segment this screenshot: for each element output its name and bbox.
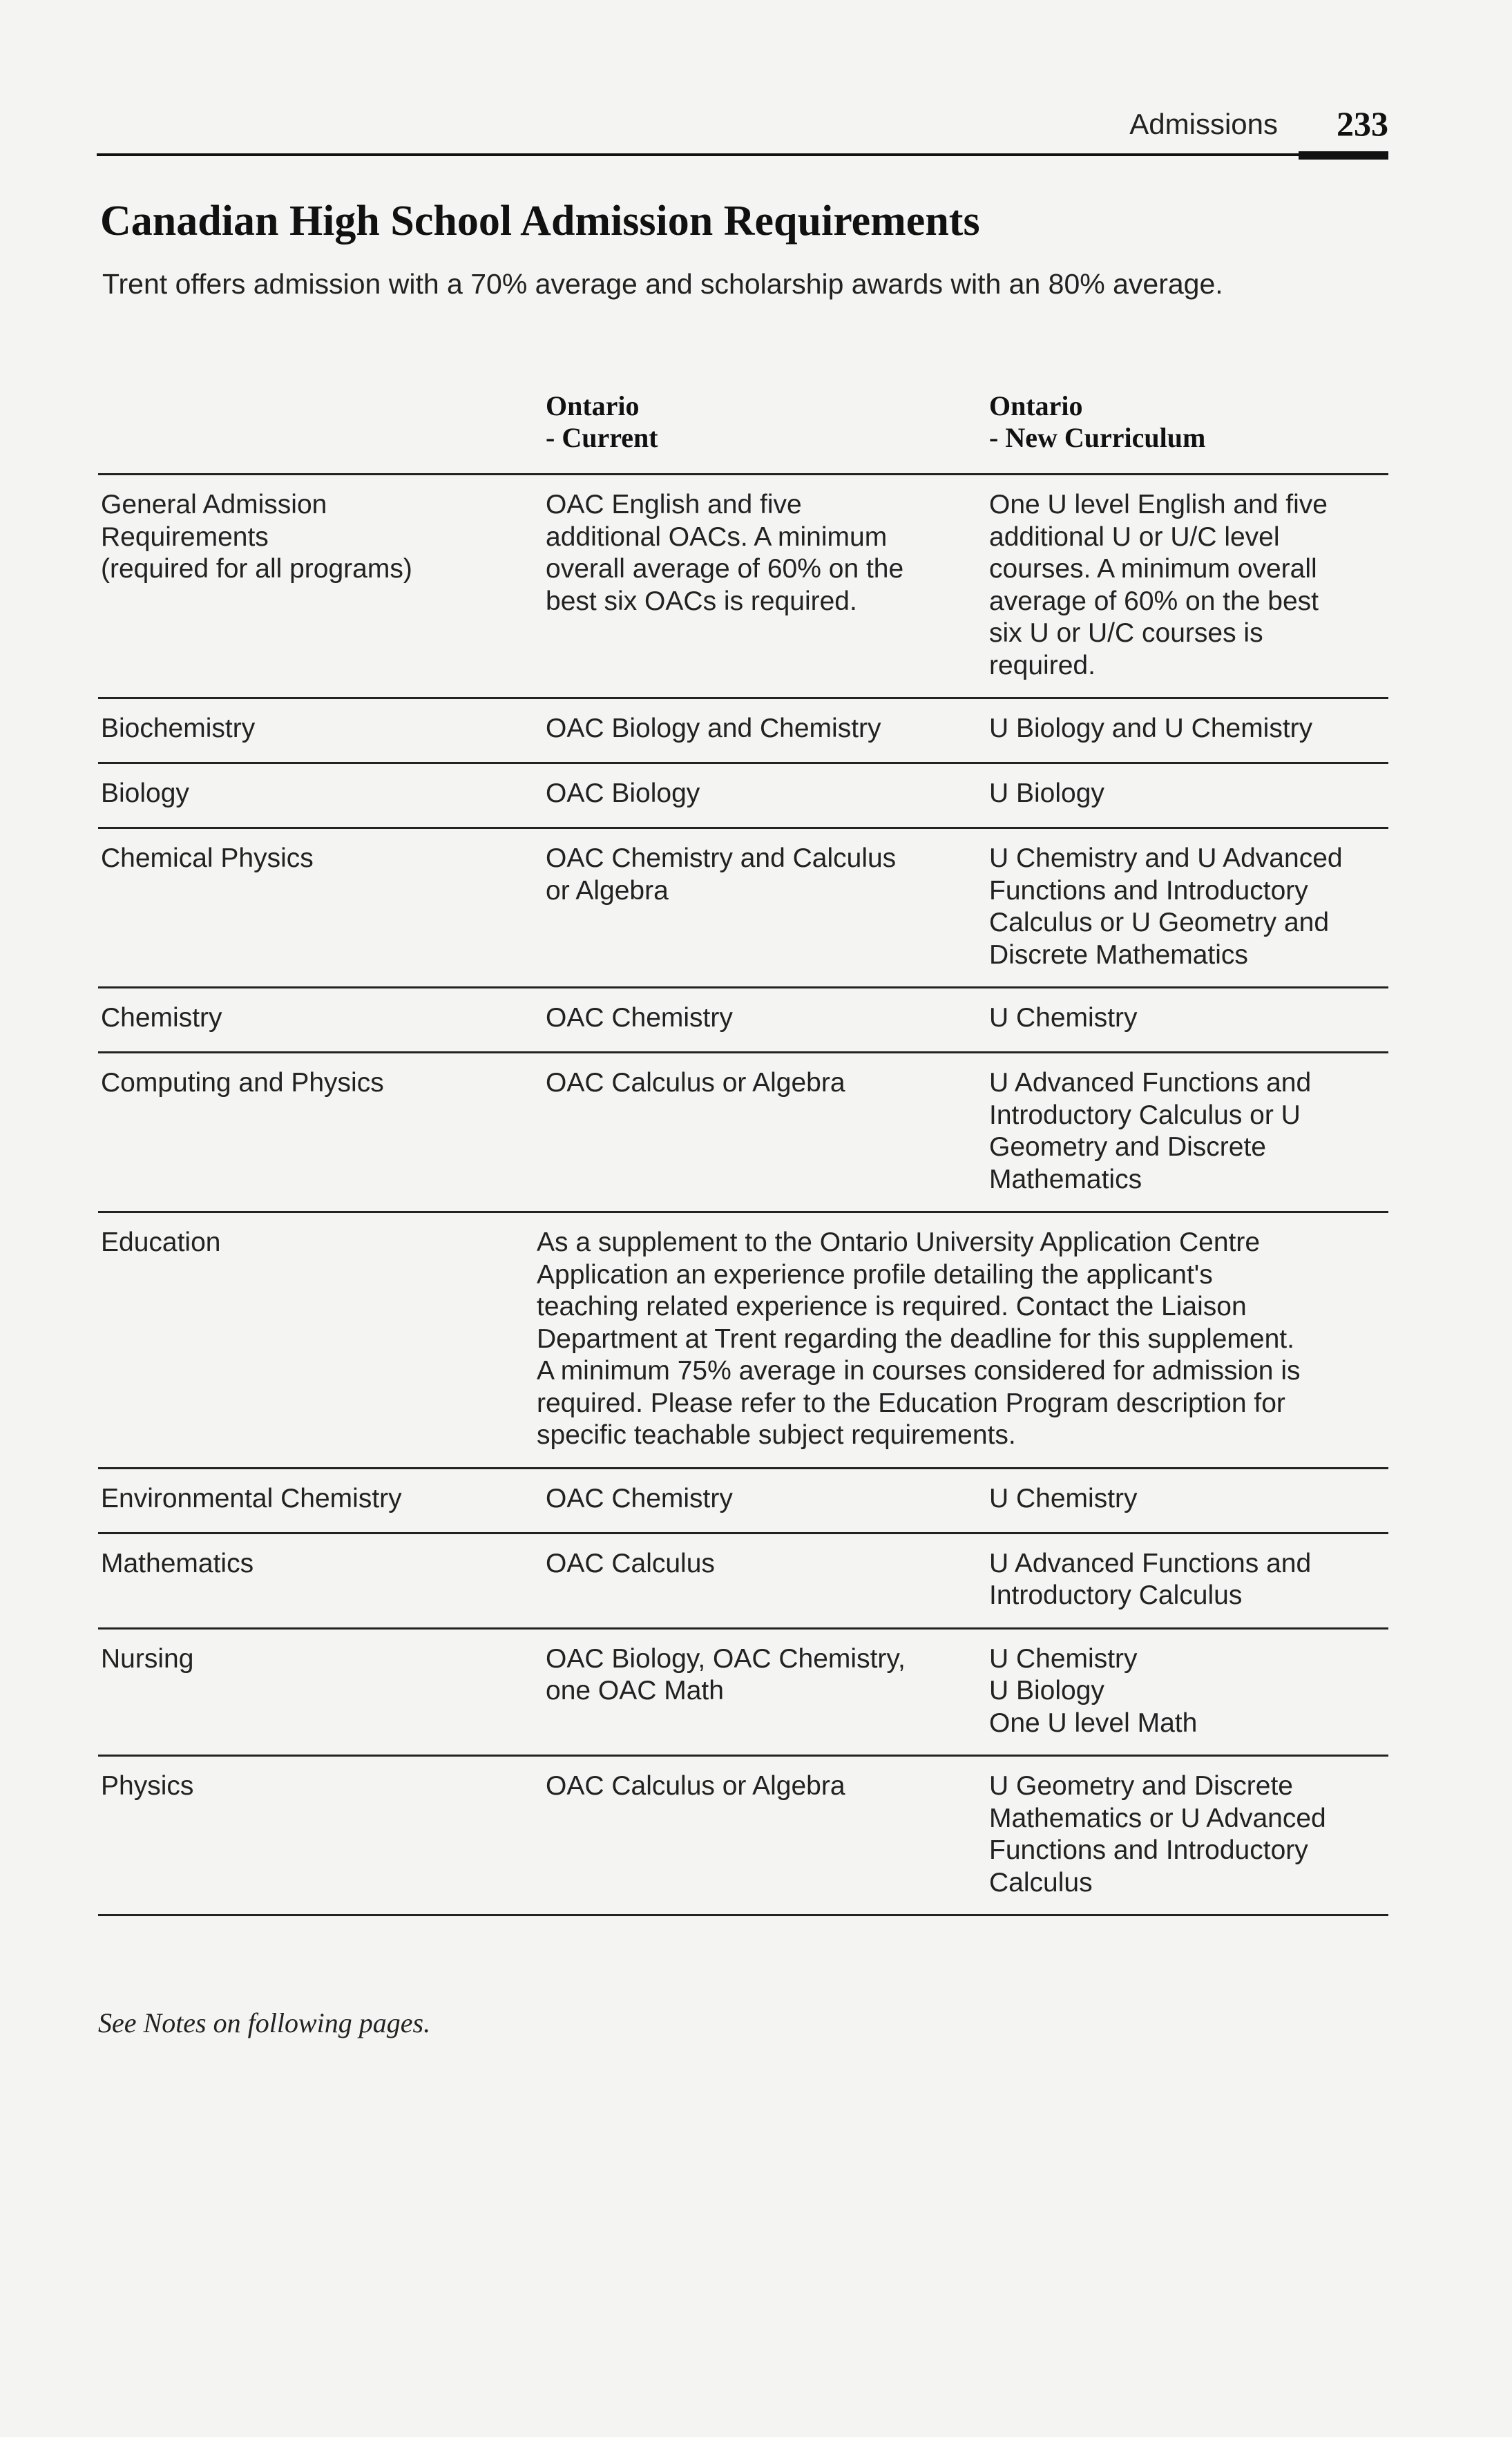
cell-line: additional OACs. A minimum xyxy=(546,522,888,552)
footnote: See Notes on following pages. xyxy=(98,2007,431,2038)
cell-line: Discrete Mathematics xyxy=(989,939,1248,970)
cell-line: OAC Chemistry and Calculus xyxy=(546,843,897,873)
cell-line: OAC English and five xyxy=(546,490,802,519)
current-requirements-cell xyxy=(546,1067,974,1100)
cell-line: Biochemistry xyxy=(101,714,256,743)
current-requirements-cell xyxy=(546,1002,974,1035)
cell-line: U Chemistry and U Advanced xyxy=(989,843,1343,873)
cell-line: Mathematics xyxy=(101,1548,254,1578)
cell-line: Requirements xyxy=(101,522,269,552)
column-header-line: Ontario xyxy=(546,390,640,421)
cell-line: One U level Math xyxy=(989,1708,1198,1738)
cell-line: Functions and Introductory xyxy=(989,875,1308,906)
new-curriculum-cell xyxy=(989,1483,1386,1516)
column-header-line: - New Curriculum xyxy=(989,422,1206,453)
cell-line: Computing and Physics xyxy=(101,1068,384,1098)
cell-line: Chemical Physics xyxy=(101,843,314,873)
cell-line: U Advanced Functions and xyxy=(989,1068,1312,1098)
new-curriculum-cell xyxy=(989,778,1386,810)
column-header-current xyxy=(546,390,974,454)
cell-line: U Chemistry xyxy=(989,1483,1138,1513)
table-row xyxy=(98,1630,1388,1757)
current-requirements-cell xyxy=(546,1548,974,1580)
table-row xyxy=(98,699,1388,764)
new-curriculum-cell xyxy=(989,1002,1386,1035)
cell-line: (required for all programs) xyxy=(101,554,412,584)
cell-line: Mathematics or U Advanced xyxy=(989,1803,1326,1833)
cell-line: required. xyxy=(989,650,1095,680)
cell-line: Geometry and Discrete xyxy=(989,1132,1266,1162)
cell-line: Chemistry xyxy=(101,1003,222,1033)
program-cell xyxy=(101,1548,536,1580)
cell-line: General Admission xyxy=(101,490,327,519)
cell-line: six U or U/C courses is xyxy=(989,618,1263,648)
current-requirements-cell xyxy=(546,1770,974,1803)
table-body xyxy=(98,475,1388,1916)
program-cell xyxy=(101,1002,536,1035)
table-row xyxy=(98,1757,1388,1916)
program-cell xyxy=(101,489,536,586)
column-header-new xyxy=(989,390,1386,454)
program-cell xyxy=(101,778,536,810)
cell-line: OAC Calculus or Algebra xyxy=(546,1771,845,1801)
cell-line: OAC Calculus xyxy=(546,1548,715,1578)
table-row xyxy=(98,1213,1388,1469)
table-row xyxy=(98,988,1388,1053)
cell-line: Introductory Calculus or U xyxy=(989,1100,1301,1130)
running-header-section: Admissions xyxy=(1129,108,1278,140)
page-title: Canadian High School Admission Requirements xyxy=(100,198,980,245)
page-number: 233 xyxy=(1337,104,1388,143)
intro-text: Trent offers admission with a 70% average and scholarship awards with an 80% average. xyxy=(102,268,1223,300)
program-cell xyxy=(101,1483,536,1516)
supplement-cell xyxy=(537,1227,1386,1452)
new-curriculum-cell xyxy=(989,489,1386,682)
cell-line: or Algebra xyxy=(546,875,669,906)
cell-line: Physics xyxy=(101,1771,194,1801)
program-cell xyxy=(101,1227,536,1259)
cell-line: specific teachable subject requirements. xyxy=(537,1420,1016,1450)
table-header xyxy=(98,390,1388,473)
cell-line: Environmental Chemistry xyxy=(101,1483,402,1513)
cell-line: As a supplement to the Ontario University Application Centre xyxy=(537,1227,1261,1257)
cell-line: OAC Chemistry xyxy=(546,1003,733,1033)
requirements-table xyxy=(98,390,1388,1916)
cell-line: overall average of 60% on the xyxy=(546,554,904,584)
table-row xyxy=(98,475,1388,699)
current-requirements-cell xyxy=(546,778,974,810)
cell-line: Mathematics xyxy=(989,1164,1142,1194)
cell-line: Nursing xyxy=(101,1643,194,1674)
current-requirements-cell xyxy=(546,843,974,907)
table-row xyxy=(98,1053,1388,1213)
table-row xyxy=(98,764,1388,829)
cell-line: A minimum 75% average in courses considered for admission is xyxy=(537,1356,1301,1386)
new-curriculum-cell xyxy=(989,713,1386,745)
running-header xyxy=(97,102,1388,151)
cell-line: additional U or U/C level xyxy=(989,522,1280,552)
cell-line: Application an experience profile detailing the applicant's xyxy=(537,1259,1213,1290)
header-rule-accent xyxy=(1299,151,1388,160)
cell-line: OAC Chemistry xyxy=(546,1483,733,1513)
cell-line: OAC Biology xyxy=(546,778,700,808)
table-row xyxy=(98,1469,1388,1534)
cell-line: U Biology xyxy=(989,778,1104,808)
cell-line: Department at Trent regarding the deadline for this supplement. xyxy=(537,1323,1294,1354)
program-cell xyxy=(101,1067,536,1100)
cell-line: required. Please refer to the Education Program description for xyxy=(537,1388,1285,1418)
cell-line: U Chemistry xyxy=(989,1003,1138,1033)
cell-line: average of 60% on the best xyxy=(989,586,1319,616)
new-curriculum-cell xyxy=(989,1548,1386,1612)
program-cell xyxy=(101,843,536,875)
cell-line: Calculus or U Geometry and xyxy=(989,908,1330,937)
cell-line: U Advanced Functions and xyxy=(989,1548,1312,1578)
table-row xyxy=(98,829,1388,988)
cell-line: courses. A minimum overall xyxy=(989,554,1317,584)
current-requirements-cell xyxy=(546,1483,974,1516)
header-rule xyxy=(97,153,1388,156)
current-requirements-cell xyxy=(546,489,974,618)
current-requirements-cell xyxy=(546,1643,974,1708)
cell-line: Introductory Calculus xyxy=(989,1580,1243,1610)
cell-line: U Chemistry xyxy=(989,1643,1138,1674)
cell-line: teaching related experience is required. Contact the Liaison xyxy=(537,1292,1247,1321)
column-header-line: - Current xyxy=(546,422,658,453)
table-row xyxy=(98,1534,1388,1630)
cell-line: one OAC Math xyxy=(546,1676,724,1705)
cell-line: OAC Biology and Chemistry xyxy=(546,714,881,743)
new-curriculum-cell xyxy=(989,843,1386,971)
current-requirements-cell xyxy=(546,713,974,745)
cell-line: U Biology xyxy=(989,1676,1104,1705)
cell-line: Functions and Introductory xyxy=(989,1835,1308,1865)
cell-line: OAC Calculus or Algebra xyxy=(546,1068,845,1098)
new-curriculum-cell xyxy=(989,1067,1386,1196)
new-curriculum-cell xyxy=(989,1643,1386,1740)
column-header-line: Ontario xyxy=(989,390,1083,421)
cell-line: U Biology and U Chemistry xyxy=(989,714,1313,743)
cell-line: OAC Biology, OAC Chemistry, xyxy=(546,1643,906,1674)
new-curriculum-cell xyxy=(989,1770,1386,1899)
program-cell xyxy=(101,1643,536,1676)
program-cell xyxy=(101,1770,536,1803)
cell-line: U Geometry and Discrete xyxy=(989,1771,1293,1801)
cell-line: One U level English and five xyxy=(989,490,1328,519)
cell-line: Education xyxy=(101,1227,221,1257)
program-cell xyxy=(101,713,536,745)
cell-line: Calculus xyxy=(989,1867,1093,1898)
cell-line: best six OACs is required. xyxy=(546,586,857,616)
cell-line: Biology xyxy=(101,778,189,808)
